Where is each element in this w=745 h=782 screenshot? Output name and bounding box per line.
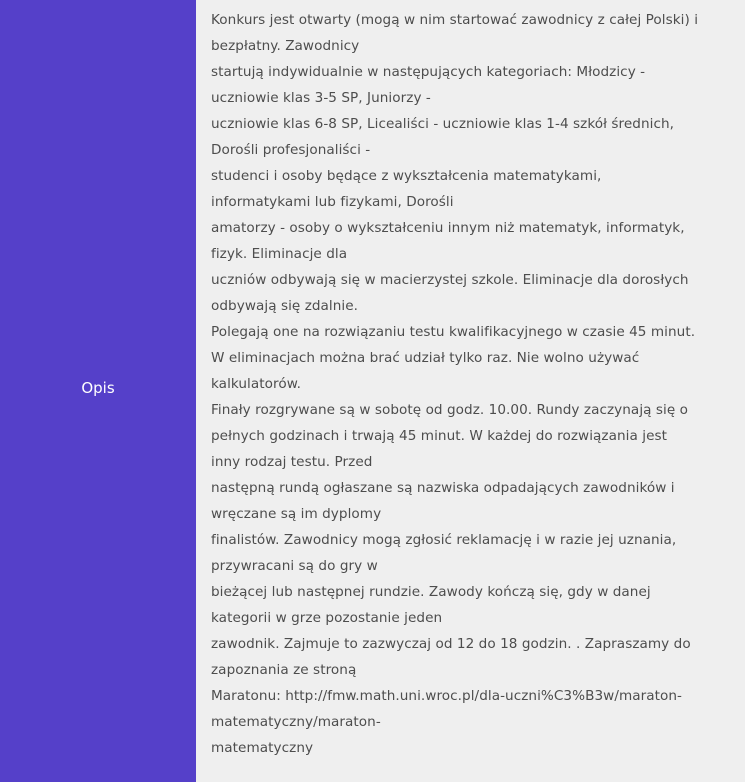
maraton-link[interactable]: matematyczny (211, 740, 314, 756)
description-line: zapoznania ze stroną (211, 662, 357, 678)
description-line: uczniowie klas 6-8 SP, Licealiści - uczniowie klas 1-4 szkół średnich, (211, 116, 675, 132)
description-line: W eliminacjach można brać udział tylko raz. Nie wolno używać (211, 350, 640, 366)
description-content (196, 0, 745, 782)
description-line: kalkulatorów. (211, 376, 302, 392)
description-line: pełnych godzinach i trwają 45 minut. W każdej do rozwiązania jest (211, 428, 667, 444)
description-line: informatykami lub fizykami, Dorośli (211, 194, 454, 210)
description-line: fizyk. Eliminacje dla (211, 246, 348, 262)
description-line: odbywają się zdalnie. (211, 298, 359, 314)
description-line: Konkurs jest otwarty (mogą w nim startować zawodnicy z całej Polski) i (211, 12, 699, 28)
description-line: kategorii w grze pozostanie jeden (211, 610, 443, 626)
description-line: bieżącej lub następnej rundzie. Zawody kończą się, gdy w danej (211, 584, 651, 600)
description-label-cell (0, 0, 196, 782)
description-line: wręczane są im dyplomy (211, 506, 382, 522)
description-line: Dorośli profesjonaliści - (211, 142, 371, 158)
description-line: następną rundą ogłaszane są nazwiska odpadających zawodników i (211, 480, 675, 496)
description-line: inny rodzaj testu. Przed (211, 454, 373, 470)
description-line: Polegają one na rozwiązaniu testu kwalifikacyjnego w czasie 45 minut. (211, 324, 696, 340)
description-line: startują indywidualnie w następujących kategoriach: Młodzicy - (211, 64, 646, 80)
description-line: studenci i osoby będące z wykształcenia matematykami, (211, 168, 602, 184)
description-label: Opis (81, 379, 115, 397)
description-line: finalistów. Zawodnicy mogą zgłosić reklamację i w razie jej uznania, (211, 532, 677, 548)
description-line: bezpłatny. Zawodnicy (211, 38, 360, 54)
description-line: uczniów odbywają się w macierzystej szkole. Eliminacje dla dorosłych (211, 272, 689, 288)
description-line: uczniowie klas 3-5 SP, Juniorzy - (211, 90, 431, 106)
maraton-link[interactable]: Maratonu: http://fmw.math.uni.wroc.pl/dla-uczni%C3%B3w/maraton- (211, 688, 683, 704)
maraton-link[interactable]: matematyczny/maraton- (211, 714, 381, 730)
description-line: amatorzy - osoby o wykształceniu innym niż matematyk, informatyk, (211, 220, 685, 236)
description-line: zawodnik. Zajmuje to zazwyczaj od 12 do 18 godzin. . Zapraszamy do (211, 636, 691, 652)
description-line: Finały rozgrywane są w sobotę od godz. 10.00. Rundy zaczynają się o (211, 402, 689, 418)
description-line: przywracani są do gry w (211, 558, 378, 574)
